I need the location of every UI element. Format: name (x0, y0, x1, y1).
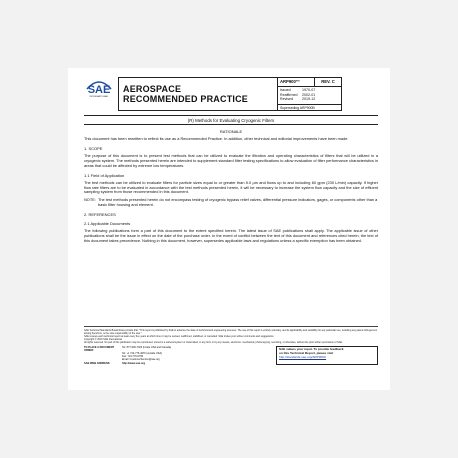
rationale-text: This document has been rewritten to reflect its use as a Recommended Practice. In addition, other technical and editorial improvements have been made. (84, 136, 349, 141)
date-row: Issued 1970-07 (280, 88, 316, 92)
logo-subtitle: INTERNATIONAL (89, 95, 109, 98)
doc-type-line1: AEROSPACE (123, 84, 182, 94)
contact-line: TO PLACE A DOCUMENT ORDER: Tel: 877-606-7323 (inside USA and Canada) (84, 345, 172, 352)
web-address-line: SAE WEB ADDRESS: http://www.sae.org (84, 361, 146, 365)
note-text: The test methods presented herein do not encompass testing of cryogenic bypass relief valves, differential pressure indicators, gages, or components other than a basic filter housing and element. (98, 197, 378, 208)
references-heading: 2. REFERENCES (84, 212, 116, 218)
rationale-heading: RATIONALE (219, 129, 243, 134)
footer-fine-print-1: SAE Technical Standards Board Rules provide that: "This report is published by SAE to advance the state of technical and engineering sciences. The use of this report is entirely voluntary, and its applicability and suitability for any particular use, including any patent infringement arising therefrom, is the sole responsibility of the user." (84, 328, 377, 335)
feedback-link[interactable]: http://standards.sae.org/ARP900C (279, 354, 327, 359)
field-text: The test methods can be utilized to evaluate filters for particle sizes equal to or greater than 5.0 µm and flows up to and including 60 gpm (230 L/min) capacity. If higher flow rate filters are to be evaluated in accordance with the test methods presented herein, it will be necessary to increase the system flow capacity and the size of effluent sampling system from those recommended in this document. (84, 179, 378, 195)
feedback-text-1: SAE values your input. To provide feedback (279, 347, 344, 351)
note-label: NOTE: (84, 197, 96, 203)
superseding-note: Superseding ARP900B (278, 104, 341, 110)
document-title: (R) Methods for Evaluating Cryogenic Filters (84, 115, 378, 125)
contact-line: Tel: +1 724-776-4970 (outside USA) (122, 351, 162, 355)
doc-type-line2: RECOMMENDED PRACTICE (123, 94, 249, 104)
document-footer (84, 326, 378, 365)
document-type-box (118, 77, 278, 111)
contact-section (84, 346, 378, 365)
document-page (68, 68, 390, 390)
footer-copyright: Copyright © 2019 SAE International (84, 337, 122, 341)
sae-logo (84, 77, 114, 111)
footer-fine-print-3: All rights reserved. No part of this publication may be reproduced, stored in a retrieval system or transmitted, in any form or by any means, electronic, mechanical, photocopying, recording, or otherwise, without the prior written permission of SAE. (84, 340, 343, 344)
feedback-text-2: on this Technical Report, please visit (279, 350, 334, 355)
feedback-box (276, 346, 378, 365)
document-id-box (278, 77, 342, 111)
applicable-documents-heading: 2.1 Applicable Documents (84, 221, 131, 227)
footer-fine-print-2: SAE reviews each technical report at least every five years at which time it may be revised, reaffirmed, stabilized, or cancelled. SAE invites your written comments and suggestions. (84, 334, 275, 338)
scope-text: The purpose of this document is to present test methods that can be utilized to evaluate the filtration and operating characteristics of filters that will be utilized in a cryogenic system. The methods presented herein are intended to supplement standard filter testing specifications to allow evaluation of filter performance characteristics in areas that could be affected by extreme low temperatures. (84, 152, 378, 168)
references-text: The following publications form a part of this document to the extent specified herein. The latest issue of SAE publications shall apply. The applicable issue of other publications shall be the issue in effect on the date of the purchase order. In the event of conflict between the text of this document and references cited herein, the text of this document takes precedence. Nothing in this document, however, supersedes applicable laws and regulations unless a specific exemption has been obtained. (84, 228, 378, 243)
document-number: ARP900™ (280, 79, 301, 84)
document-header (84, 77, 378, 111)
svg-text:SAE: SAE (87, 84, 111, 95)
contact-line: Fax: 724-776-0790 (122, 354, 144, 358)
revision-label: REV. C (314, 78, 341, 86)
field-heading: 1.1 Field of Application (84, 172, 125, 178)
date-list (278, 87, 341, 103)
sae-logo-icon (85, 77, 113, 95)
contact-line: Email: CustomerService@sae.org (122, 357, 160, 361)
footer-divider (84, 326, 378, 327)
scope-heading: 1. SCOPE (84, 145, 103, 151)
date-row: Revised 2019-12 (280, 97, 316, 102)
note-block (84, 198, 378, 208)
date-row: Reaffirmed 2002-01 (280, 92, 316, 97)
